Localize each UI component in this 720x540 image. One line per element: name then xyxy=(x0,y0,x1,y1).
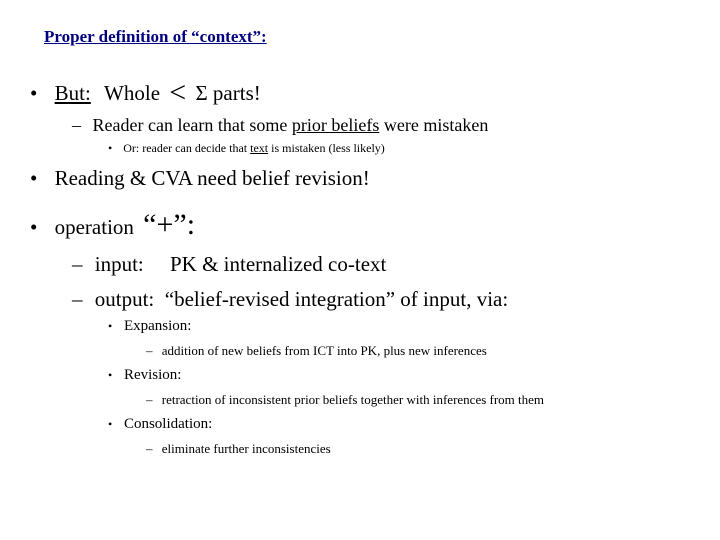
expansion-detail-text: addition of new beliefs from ICT into PK, plus new inferences xyxy=(161,343,487,358)
item-consolidation xyxy=(108,416,212,433)
dash-marker: – xyxy=(146,441,153,456)
subbullet-output xyxy=(72,287,508,312)
or-text-after: is mistaken (less likely) xyxy=(271,141,385,155)
bullet-marker: • xyxy=(108,319,113,333)
subbullet-reader-learn xyxy=(72,115,488,136)
less-than-symbol: < xyxy=(169,76,187,109)
consolidation-label: Consolidation: xyxy=(123,416,213,432)
bullet-marker: • xyxy=(108,141,113,155)
dash-marker: – xyxy=(72,115,81,135)
bullet-marker: • xyxy=(30,166,38,190)
input-text: input: PK & internalized co-text xyxy=(94,252,387,276)
prior-beliefs-text: prior beliefs xyxy=(291,115,380,135)
dash-marker: – xyxy=(72,252,83,276)
bullet-but xyxy=(30,76,261,109)
output-text: output: “belief-revised integration” of input, via: xyxy=(94,287,509,311)
reading-text: Reading & CVA need belief revision! xyxy=(54,166,370,190)
item-expansion xyxy=(108,318,191,335)
but-label: But: xyxy=(54,81,91,105)
plus-symbol: “+”: xyxy=(143,208,196,241)
were-mistaken-text: were mistaken xyxy=(383,115,489,135)
item-revision xyxy=(108,367,181,384)
bullet-marker: • xyxy=(30,215,38,239)
whole-text: Whole xyxy=(104,81,161,105)
expansion-label: Expansion: xyxy=(123,318,192,334)
reader-learn-text: Reader can learn that some xyxy=(92,115,288,135)
operation-text: operation xyxy=(54,215,134,239)
subbullet-input xyxy=(72,252,386,277)
subsubbullet-or xyxy=(108,141,385,156)
dash-marker: – xyxy=(72,287,83,311)
bullet-reading xyxy=(30,166,370,191)
slide-title: Proper definition of “context”: xyxy=(44,27,267,46)
bullet-operation xyxy=(30,210,195,240)
consolidation-detail-text: eliminate further inconsistencies xyxy=(161,441,331,456)
revision-detail xyxy=(146,392,544,408)
dash-marker: – xyxy=(146,343,153,358)
revision-label: Revision: xyxy=(123,367,182,383)
revision-detail-text: retraction of inconsistent prior beliefs together with inferences from them xyxy=(161,392,545,407)
dash-marker: – xyxy=(146,392,153,407)
expansion-detail xyxy=(146,343,487,359)
sum-parts-text: Σ parts! xyxy=(195,81,261,105)
bullet-marker: • xyxy=(108,368,113,382)
or-text-before: Or: reader can decide that xyxy=(123,141,248,155)
bullet-marker: • xyxy=(30,81,38,105)
consolidation-detail xyxy=(146,441,331,457)
text-word: text xyxy=(250,141,269,155)
bullet-marker: • xyxy=(108,417,113,431)
